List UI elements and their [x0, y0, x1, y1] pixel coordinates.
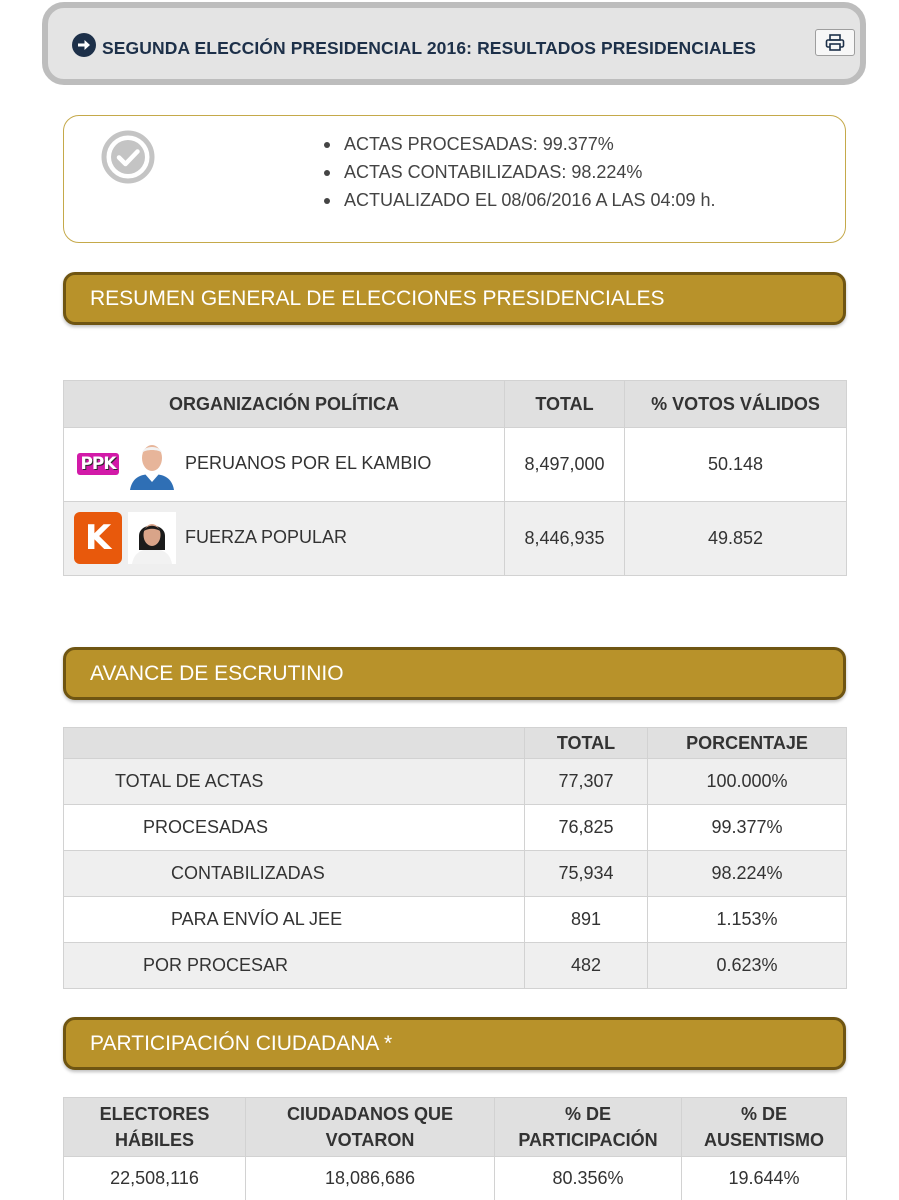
org-cell — [64, 428, 505, 502]
row-percent: 1.153% — [648, 897, 847, 943]
row-label: PARA ENVÍO AL JEE — [64, 897, 525, 943]
party-total: 8,446,935 — [505, 502, 625, 576]
page-title-bar — [42, 2, 866, 85]
col-header-participacion: % DE PARTICIPACIÓN — [495, 1098, 682, 1157]
table-row — [64, 428, 847, 502]
section-header-escrutinio — [63, 647, 846, 700]
row-total: 75,934 — [525, 851, 648, 897]
col-header-organizacion: ORGANIZACIÓN POLÍTICA — [64, 381, 505, 428]
value-ausentismo: 19.644% — [682, 1157, 847, 1200]
col-header-blank — [64, 728, 525, 759]
participacion-table — [63, 1097, 847, 1200]
col-header-electores: ELECTORES HÁBILES — [64, 1098, 246, 1157]
col-header-ausentismo: % DE AUSENTISMO — [682, 1098, 847, 1157]
party-total: 8,497,000 — [505, 428, 625, 502]
candidate-photo-ppk — [128, 438, 176, 490]
col-header-votos-validos: % VOTOS VÁLIDOS — [625, 381, 847, 428]
print-icon — [825, 34, 845, 51]
table-header-row — [64, 1098, 847, 1157]
party-percent: 49.852 — [625, 502, 847, 576]
row-total: 76,825 — [525, 805, 648, 851]
value-participacion: 80.356% — [495, 1157, 682, 1200]
value-votaron: 18,086,686 — [246, 1157, 495, 1200]
section-header-participacion — [63, 1017, 846, 1070]
table-row — [64, 943, 847, 989]
row-total: 77,307 — [525, 759, 648, 805]
col-header-total: TOTAL — [525, 728, 648, 759]
status-panel — [63, 115, 846, 243]
section-title-participacion: PARTICIPACIÓN CIUDADANA * — [90, 1032, 393, 1055]
table-row — [64, 805, 847, 851]
party-logo-ppk: PPK — [74, 438, 122, 490]
status-actas-contabilizadas: ACTAS CONTABILIZADAS: 98.224% — [344, 158, 716, 186]
org-cell — [64, 502, 505, 576]
col-header-votaron: CIUDADANOS QUE VOTARON — [246, 1098, 495, 1157]
party-logo-fuerza-popular: K — [74, 512, 122, 564]
status-actas-procesadas: ACTAS PROCESADAS: 99.377% — [344, 130, 716, 158]
table-row — [64, 759, 847, 805]
row-label: POR PROCESAR — [64, 943, 525, 989]
escrutinio-table — [63, 727, 847, 989]
row-percent: 0.623% — [648, 943, 847, 989]
party-name: FUERZA POPULAR — [185, 527, 348, 547]
arrow-right-circle-icon — [72, 33, 96, 57]
row-percent: 98.224% — [648, 851, 847, 897]
summary-table — [63, 380, 847, 576]
col-header-porcentaje: PORCENTAJE — [648, 728, 847, 759]
row-percent: 100.000% — [648, 759, 847, 805]
table-row — [64, 851, 847, 897]
row-label: CONTABILIZADAS — [64, 851, 525, 897]
section-title-resumen: RESUMEN GENERAL DE ELECCIONES PRESIDENCIALES — [90, 287, 665, 310]
party-name: PERUANOS POR EL KAMBIO — [185, 453, 432, 473]
row-percent: 99.377% — [648, 805, 847, 851]
print-button[interactable] — [815, 29, 855, 56]
candidate-photo-fuerza-popular — [128, 512, 176, 564]
row-label: PROCESADAS — [64, 805, 525, 851]
page-title: SEGUNDA ELECCIÓN PRESIDENCIAL 2016: RESULTADOS PRESIDENCIALES — [102, 38, 757, 58]
col-header-total: TOTAL — [505, 381, 625, 428]
table-row — [64, 502, 847, 576]
row-total: 482 — [525, 943, 648, 989]
check-circle-icon — [100, 129, 156, 185]
table-row — [64, 1157, 847, 1200]
table-row — [64, 897, 847, 943]
section-header-resumen — [63, 272, 846, 325]
row-label: TOTAL DE ACTAS — [64, 759, 525, 805]
table-header-row — [64, 381, 847, 428]
party-percent: 50.148 — [625, 428, 847, 502]
table-header-row — [64, 728, 847, 759]
section-title-escrutinio: AVANCE DE ESCRUTINIO — [90, 662, 344, 685]
status-updated: ACTUALIZADO EL 08/06/2016 A LAS 04:09 h. — [344, 186, 716, 214]
status-list — [344, 130, 716, 214]
value-electores: 22,508,116 — [64, 1157, 246, 1200]
row-total: 891 — [525, 897, 648, 943]
